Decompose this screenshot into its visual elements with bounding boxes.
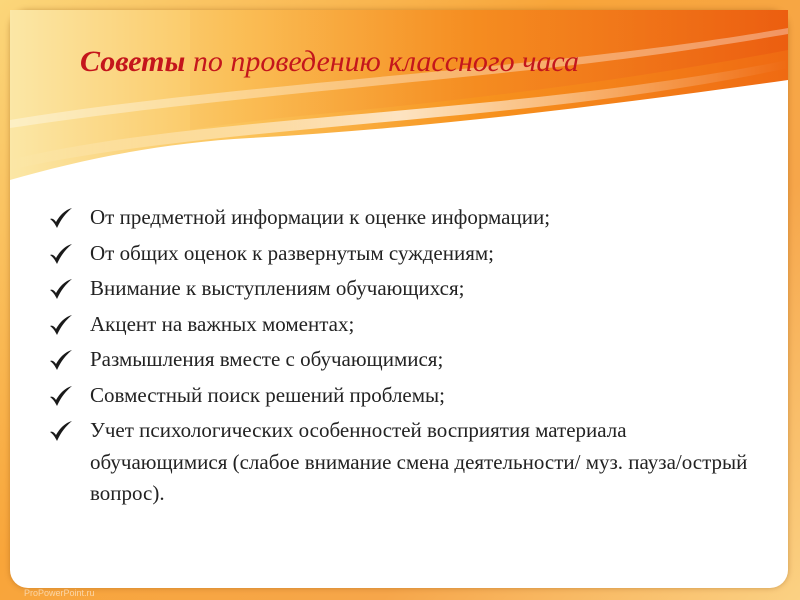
checkmark-icon	[48, 420, 74, 442]
slide-title	[80, 44, 760, 80]
list-item	[48, 273, 748, 305]
checkmark-icon	[48, 385, 74, 407]
bullet-text: Внимание к выступлениям обучающихся;	[90, 276, 465, 300]
bullet-text: Акцент на важных моментах;	[90, 311, 355, 336]
checkmark-icon	[48, 314, 74, 336]
bullet-text: Размышления вместе с обучающимися;	[90, 347, 444, 371]
title-accent: Советы	[80, 45, 186, 78]
slide-card	[10, 10, 788, 598]
list-item	[48, 415, 748, 510]
list-item	[48, 202, 748, 234]
bullet-text: Учет психологических особенностей восприятия материала обучающимися (слабое внимание смена деятельности/ муз. пауза/острый вопрос).	[90, 418, 748, 505]
list-item	[48, 344, 748, 376]
bullet-list	[48, 202, 748, 514]
title-rest: по проведению классного часа	[185, 45, 579, 78]
checkmark-icon	[48, 207, 74, 229]
watermark: ProPowerPoint.ru	[24, 588, 95, 598]
bullet-text: От общих оценок к развернутым суждениям;	[90, 240, 494, 265]
list-item	[48, 380, 748, 412]
checkmark-icon	[48, 349, 74, 371]
list-item	[48, 309, 748, 341]
checkmark-icon	[48, 278, 74, 300]
checkmark-icon	[48, 243, 74, 265]
bullet-text: От предметной информации к оценке информации;	[90, 205, 551, 229]
bullet-text: Совместный поиск решений проблемы;	[90, 382, 445, 407]
list-item	[48, 238, 748, 270]
header-banner	[10, 10, 788, 190]
